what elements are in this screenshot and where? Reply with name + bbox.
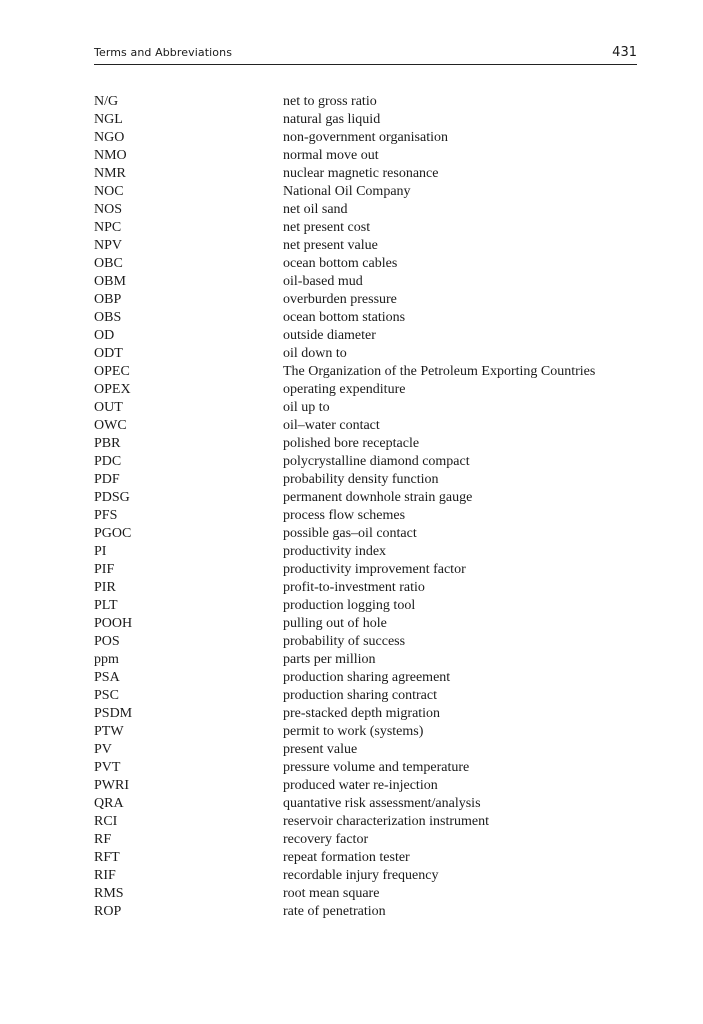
term-row bbox=[94, 165, 654, 183]
term-definition: outside diameter bbox=[283, 328, 376, 343]
term-abbreviation: POS bbox=[94, 634, 120, 649]
term-abbreviation: RFT bbox=[94, 850, 120, 865]
term-row bbox=[94, 453, 654, 471]
term-row bbox=[94, 147, 654, 165]
term-abbreviation: OBC bbox=[94, 256, 123, 271]
term-definition: ocean bottom stations bbox=[283, 310, 406, 325]
term-abbreviation: PI bbox=[94, 544, 107, 559]
term-definition: reservoir characterization instrument bbox=[283, 814, 490, 829]
term-row bbox=[94, 129, 654, 147]
term-abbreviation: N/G bbox=[94, 94, 119, 109]
term-abbreviation: ODT bbox=[94, 346, 123, 361]
term-row bbox=[94, 399, 654, 417]
term-row bbox=[94, 237, 654, 255]
term-abbreviation: NPC bbox=[94, 220, 122, 235]
term-abbreviation: PDF bbox=[94, 472, 120, 487]
term-abbreviation: PFS bbox=[94, 508, 118, 523]
term-abbreviation: RCI bbox=[94, 814, 118, 829]
term-definition: oil–water contact bbox=[283, 418, 380, 433]
term-row bbox=[94, 201, 654, 219]
running-header bbox=[94, 44, 637, 65]
term-definition: National Oil Company bbox=[283, 184, 411, 199]
term-row bbox=[94, 813, 654, 831]
term-row bbox=[94, 687, 654, 705]
term-definition: productivity improvement factor bbox=[283, 562, 466, 577]
term-definition: present value bbox=[283, 742, 358, 757]
term-row bbox=[94, 507, 654, 525]
term-definition: net to gross ratio bbox=[283, 94, 377, 109]
term-row bbox=[94, 795, 654, 813]
term-row bbox=[94, 669, 654, 687]
term-abbreviation: ppm bbox=[94, 652, 119, 667]
term-row bbox=[94, 345, 654, 363]
term-definition: net oil sand bbox=[283, 202, 348, 217]
term-definition: pre-stacked depth migration bbox=[283, 706, 441, 721]
term-abbreviation: PDC bbox=[94, 454, 122, 469]
term-row bbox=[94, 93, 654, 111]
term-row bbox=[94, 777, 654, 795]
term-definition: net present cost bbox=[283, 220, 371, 235]
term-abbreviation: PTW bbox=[94, 724, 124, 739]
term-abbreviation: PSDM bbox=[94, 706, 133, 721]
term-abbreviation: RMS bbox=[94, 886, 124, 901]
term-definition: operating expenditure bbox=[283, 382, 406, 397]
term-row bbox=[94, 885, 654, 903]
term-row bbox=[94, 381, 654, 399]
term-definition: permit to work (systems) bbox=[283, 724, 424, 739]
term-definition: polycrystalline diamond compact bbox=[283, 454, 470, 469]
term-row bbox=[94, 831, 654, 849]
term-definition: natural gas liquid bbox=[283, 112, 381, 127]
term-definition: productivity index bbox=[283, 544, 387, 559]
term-definition: recovery factor bbox=[283, 832, 369, 847]
term-abbreviation: NMR bbox=[94, 166, 126, 181]
term-abbreviation: OBS bbox=[94, 310, 122, 325]
term-definition: permanent downhole strain gauge bbox=[283, 490, 473, 505]
term-row bbox=[94, 723, 654, 741]
term-abbreviation: PGOC bbox=[94, 526, 132, 541]
term-row bbox=[94, 579, 654, 597]
term-definition: ocean bottom cables bbox=[283, 256, 398, 271]
term-abbreviation: PLT bbox=[94, 598, 118, 613]
term-abbreviation: OD bbox=[94, 328, 115, 343]
term-row bbox=[94, 741, 654, 759]
term-abbreviation: ROP bbox=[94, 904, 122, 919]
term-abbreviation: OBP bbox=[94, 292, 122, 307]
term-abbreviation: NPV bbox=[94, 238, 123, 253]
term-abbreviation: OWC bbox=[94, 418, 127, 433]
term-row bbox=[94, 759, 654, 777]
term-row bbox=[94, 489, 654, 507]
term-definition: overburden pressure bbox=[283, 292, 397, 307]
term-abbreviation: NGO bbox=[94, 130, 125, 145]
term-abbreviation: PBR bbox=[94, 436, 121, 451]
term-definition: recordable injury frequency bbox=[283, 868, 439, 883]
term-definition: production sharing agreement bbox=[283, 670, 451, 685]
term-abbreviation: NOS bbox=[94, 202, 123, 217]
term-abbreviation: OUT bbox=[94, 400, 123, 415]
term-definition: process flow schemes bbox=[283, 508, 406, 523]
term-definition: root mean square bbox=[283, 886, 380, 901]
term-abbreviation: RF bbox=[94, 832, 112, 847]
term-definition: polished bore receptacle bbox=[283, 436, 420, 451]
term-definition: probability of success bbox=[283, 634, 406, 649]
term-row bbox=[94, 273, 654, 291]
term-abbreviation: PSA bbox=[94, 670, 120, 685]
term-row bbox=[94, 543, 654, 561]
term-abbreviation: NGL bbox=[94, 112, 123, 127]
term-abbreviation: PIR bbox=[94, 580, 116, 595]
page-number: 431 bbox=[612, 45, 637, 60]
term-row bbox=[94, 417, 654, 435]
term-abbreviation: NMO bbox=[94, 148, 127, 163]
term-row bbox=[94, 363, 654, 381]
term-definition: quantative risk assessment/analysis bbox=[283, 796, 481, 811]
term-row bbox=[94, 255, 654, 273]
term-definition: oil up to bbox=[283, 400, 330, 415]
term-row bbox=[94, 291, 654, 309]
term-definition: production logging tool bbox=[283, 598, 416, 613]
term-row bbox=[94, 327, 654, 345]
term-row bbox=[94, 219, 654, 237]
term-definition: oil-based mud bbox=[283, 274, 363, 289]
term-abbreviation: POOH bbox=[94, 616, 133, 631]
term-row bbox=[94, 903, 654, 921]
term-row bbox=[94, 183, 654, 201]
term-abbreviation: PWRI bbox=[94, 778, 129, 793]
term-definition: pulling out of hole bbox=[283, 616, 387, 631]
term-row bbox=[94, 111, 654, 129]
term-definition: The Organization of the Petroleum Exporting Countries bbox=[283, 364, 596, 379]
header-title: Terms and Abbreviations bbox=[94, 46, 233, 59]
term-row bbox=[94, 615, 654, 633]
term-definition: normal move out bbox=[283, 148, 379, 163]
term-row bbox=[94, 561, 654, 579]
term-definition: non-government organisation bbox=[283, 130, 448, 145]
term-abbreviation: OBM bbox=[94, 274, 126, 289]
term-row bbox=[94, 471, 654, 489]
term-definition: produced water re-injection bbox=[283, 778, 438, 793]
term-row bbox=[94, 867, 654, 885]
term-row bbox=[94, 633, 654, 651]
term-abbreviation: QRA bbox=[94, 796, 124, 811]
term-definition: nuclear magnetic resonance bbox=[283, 166, 439, 181]
term-abbreviation: RIF bbox=[94, 868, 116, 883]
term-definition: profit-to-investment ratio bbox=[283, 580, 425, 595]
term-row bbox=[94, 435, 654, 453]
term-row bbox=[94, 849, 654, 867]
term-definition: oil down to bbox=[283, 346, 347, 361]
term-row bbox=[94, 309, 654, 327]
term-abbreviation: PVT bbox=[94, 760, 121, 775]
term-abbreviation: PV bbox=[94, 742, 112, 757]
term-abbreviation: PIF bbox=[94, 562, 115, 577]
term-definition: net present value bbox=[283, 238, 378, 253]
abbreviation-list bbox=[94, 93, 654, 921]
term-row bbox=[94, 705, 654, 723]
term-definition: probability density function bbox=[283, 472, 439, 487]
term-abbreviation: OPEX bbox=[94, 382, 131, 397]
term-definition: repeat formation tester bbox=[283, 850, 410, 865]
term-definition: possible gas–oil contact bbox=[283, 526, 417, 541]
term-definition: pressure volume and temperature bbox=[283, 760, 470, 775]
term-abbreviation: OPEC bbox=[94, 364, 130, 379]
term-abbreviation: PDSG bbox=[94, 490, 130, 505]
term-definition: rate of penetration bbox=[283, 904, 386, 919]
term-abbreviation: NOC bbox=[94, 184, 124, 199]
term-row bbox=[94, 525, 654, 543]
term-row bbox=[94, 651, 654, 669]
term-definition: parts per million bbox=[283, 652, 376, 667]
term-row bbox=[94, 597, 654, 615]
term-definition: production sharing contract bbox=[283, 688, 437, 703]
term-abbreviation: PSC bbox=[94, 688, 119, 703]
